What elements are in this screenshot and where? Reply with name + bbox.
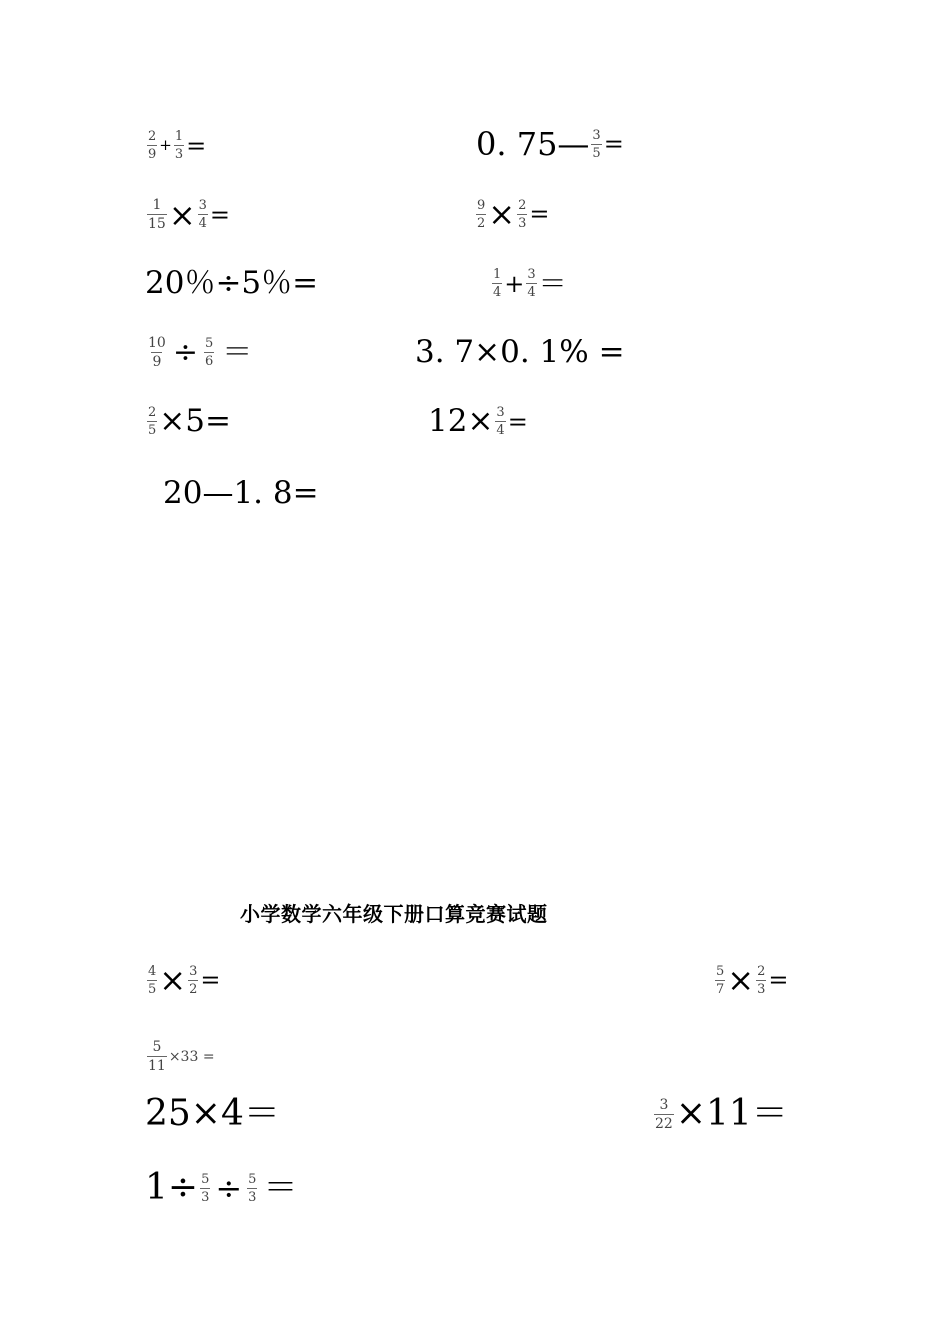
fraction: $\frac{3}{4}$ <box>496 405 505 438</box>
fraction: $\frac{2}{5}$ <box>148 405 157 438</box>
expr-text: 20—1. 8= <box>163 475 319 511</box>
times-sign: × <box>488 195 516 233</box>
fraction: $\frac{3}{2}$ <box>189 963 198 997</box>
page-title: 小学数学六年级下册口算竞赛试题 <box>240 902 548 926</box>
divide-sign: ÷ <box>215 1169 243 1207</box>
fraction: $\frac{5}{7}$ <box>716 963 725 997</box>
equals-sign: = <box>209 200 231 229</box>
expr-text: ×33 = <box>168 1048 215 1065</box>
fraction: $\frac{5}{3}$ <box>248 1171 257 1205</box>
fraction: $\frac{5}{11}$ <box>148 1039 166 1074</box>
expr-4-right <box>415 334 625 370</box>
fraction: $\frac{1}{3}$ <box>174 129 184 162</box>
expr-4-left <box>145 336 252 369</box>
times-sign: × <box>159 961 187 999</box>
equals-sign: = <box>507 407 528 436</box>
expr-1-right <box>476 125 624 163</box>
expr-5-left <box>145 403 231 439</box>
plus-sign: + <box>504 269 525 298</box>
plus-sign: + <box>159 136 172 154</box>
expr-7-right <box>713 961 789 999</box>
fraction: $\frac{2}{9}$ <box>148 129 157 162</box>
equals-sign: = <box>200 966 221 994</box>
fraction: $\frac{3}{4}$ <box>527 267 536 300</box>
fraction: $\frac{2}{3}$ <box>518 197 527 231</box>
equals-sign: = <box>768 966 789 994</box>
equals-sign: ＝ <box>263 1168 298 1208</box>
fraction: $\frac{1}{15}$ <box>148 197 166 232</box>
equals-sign: = <box>529 200 550 228</box>
equals-sign: = <box>603 130 624 158</box>
expr-6-left <box>163 475 319 511</box>
expr-text: ×11＝ <box>675 1093 788 1134</box>
fraction: $\frac{3}{4}$ <box>198 198 207 231</box>
fraction: $\frac{10}{9}$ <box>148 335 166 370</box>
times-sign: × <box>727 961 755 999</box>
expr-text: 20％÷5％= <box>145 265 319 301</box>
expr-text: 0. 75— <box>476 125 590 163</box>
divide-sign: ÷ <box>172 334 198 370</box>
expr-text: 12× <box>428 403 494 439</box>
fraction: $\frac{9}{2}$ <box>477 197 486 231</box>
fraction: $\frac{3}{22}$ <box>655 1096 673 1132</box>
expr-2-right <box>474 195 550 233</box>
fraction: $\frac{4}{5}$ <box>148 963 157 997</box>
fraction: $\frac{1}{4}$ <box>493 267 502 300</box>
expr-3-left <box>145 265 319 301</box>
expr-text: 3. 7×0. 1% = <box>415 334 625 370</box>
expr-10-left <box>145 1167 298 1208</box>
expr-2-left <box>145 195 231 234</box>
expr-9-left <box>145 1093 280 1134</box>
expr-7-left <box>145 961 221 999</box>
fraction: $\frac{3}{5}$ <box>592 127 601 161</box>
fraction: $\frac{2}{3}$ <box>757 963 766 997</box>
equals-sign: = <box>186 131 207 160</box>
times-sign: × <box>168 195 196 234</box>
expr-text: ×5= <box>159 403 231 439</box>
expr-text: 25×4＝ <box>145 1093 280 1134</box>
expr-9-right <box>652 1093 788 1134</box>
fraction: $\frac{5}{6}$ <box>204 336 214 369</box>
expr-8-left <box>145 1040 215 1073</box>
equals-sign: ＝ <box>222 334 253 370</box>
fraction: $\frac{5}{3}$ <box>201 1171 210 1205</box>
expr-1-left <box>145 130 206 161</box>
equals-sign: ＝ <box>538 266 567 300</box>
expr-3-right <box>490 268 567 299</box>
expr-text: 1÷ <box>145 1167 199 1208</box>
expr-5-right <box>428 403 528 439</box>
